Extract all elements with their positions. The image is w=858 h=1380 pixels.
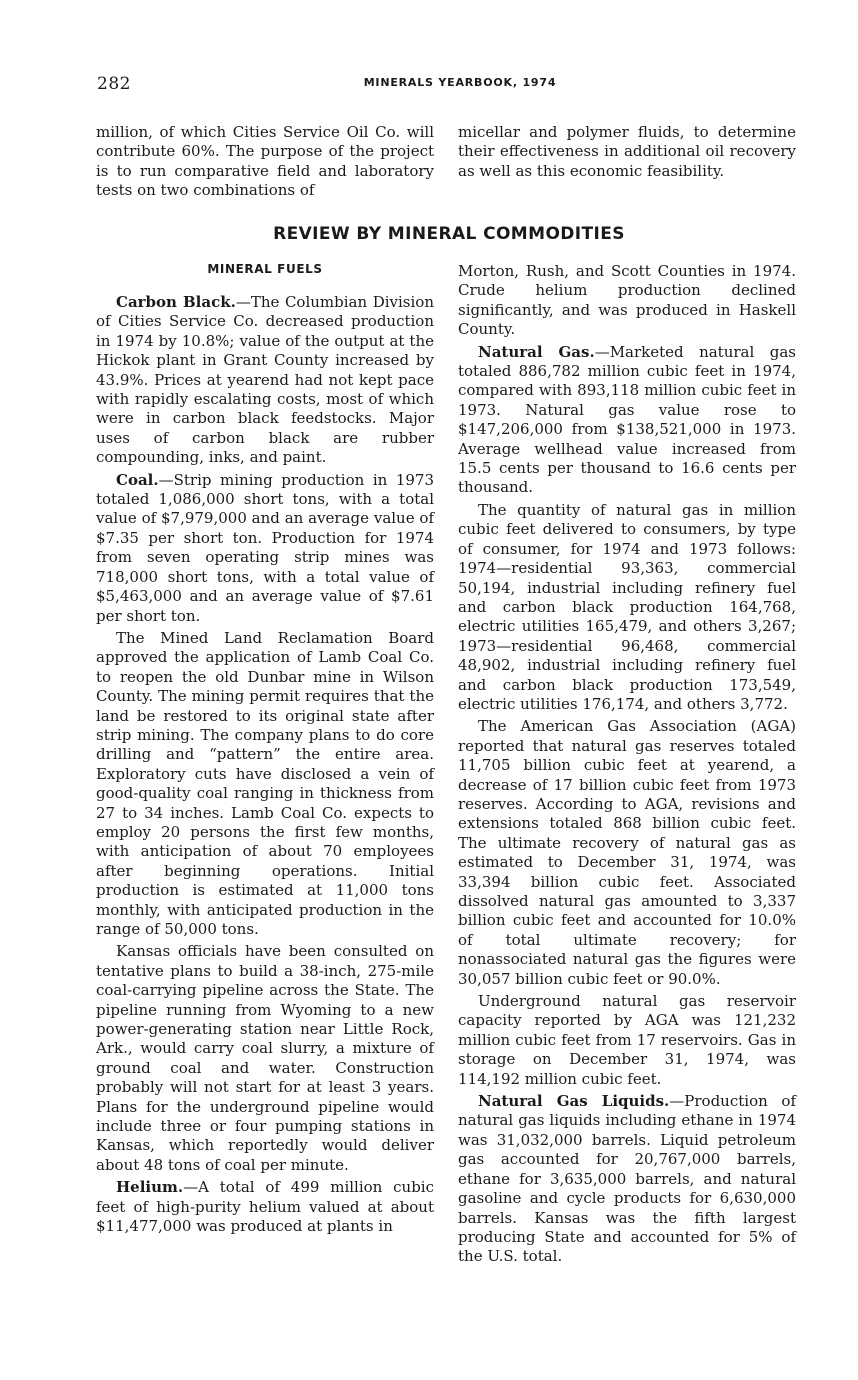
paragraph-helium: [96, 1178, 434, 1236]
paragraph-carbon-black: [96, 293, 434, 468]
running-title: MINERALS YEARBOOK, 1974: [363, 76, 557, 89]
paragraph-consumer-quantity: The quantity of natural gas in million cubic feet delivered to consumers, by type of consumer, for 1974 and 1973 follows: 1974—residential 93,363, commercial 50,194, industrial including refinery fuel and carbon black production 164,768, electric utilities 165,479, and others 3,267; 1973—residential 96,468, commercial 48,902, industrial including refinery fuel and carbon black production 173,549, electric utilities 176,174, and others 3,772.: [458, 500, 796, 713]
intro-right-paragraph: micellar and polymer fluids, to determine their effectiveness in additional oil recovery as well as this economic feasibility.: [458, 123, 796, 180]
text-helium: —A total of 499 million cubic feet of high-purity helium valued at about $11,477,000 was produced at plants in: [96, 1178, 434, 1236]
intro-left-paragraph: million, of which Cities Service Oil Co. will contribute 60%. The purpose of the project is to run comparative field and laboratory tests on two combinations of: [96, 123, 434, 200]
subheading-mineral-fuels: MINERAL FUELS: [207, 262, 323, 276]
intro-right-column: [458, 123, 796, 181]
text-natural-gas-liquids: —Production of natural gas liquids including ethane in 1974 was 31,032,000 barrels. Liquid petroleum gas accounted for 20,767,000 barrels, ethane for 3,635,000 barrels, and natural gasoline and cycle products for 6,630,000 barrels. Kansas was the fifth largest producing State and accounted for 5% of the U.S. total.: [458, 1092, 796, 1266]
paragraph-aga-reserves: The American Gas Association (AGA) reported that natural gas reserves totaled 11,705 billion cubic feet at yearend, a decrease of 17 billion cubic feet from 1973 reserves. According to AGA, revisions and extensions totaled 868 billion cubic feet. The ultimate recovery of natural gas as estimated to December 31, 1974, was 33,394 billion cubic feet. Associated dissolved natural gas amounted to 3,337 billion cubic feet and accounted for 10.0% of total ultimate recovery; for nonassociated natural gas the figures were 30,057 billion cubic feet or 90.0%.: [458, 717, 796, 988]
text-natural-gas: —Marketed natural gas totaled 886,782 million cubic feet in 1974, compared with 893,118 million cubic feet in 1973. Natural gas value rose to $147,206,000 from $138,521,000 in 1973. Average wellhead value increased from 15.5 cents per thousand to 16.6 cents per thousand.: [458, 342, 796, 497]
page-number: 282: [97, 74, 131, 94]
paragraph-coal: [96, 471, 434, 626]
lead-carbon-black: Carbon Black.: [116, 293, 236, 311]
right-column: [458, 262, 796, 1267]
left-column: [96, 293, 434, 1237]
lead-natural-gas-liquids: Natural Gas Liquids.: [478, 1092, 670, 1111]
paragraph-mined-land: The Mined Land Reclamation Board approved the application of Lamb Coal Co. to reopen the old Dunbar mine in Wilson County. The mining permit requires that the land be restored to its original state after strip mining. The company plans to do core drilling and “pattern” the entire area. Exploratory cuts have disclosed a vein of good-quality coal ranging in thickness from 27 to 34 inches. Lamb Coal Co. expects to employ 20 persons the first few months, with anticipation of about 70 employees after beginning operations. Initial production is estimated at 11,000 tons monthly, with anticipated production in the range of 50,000 tons.: [96, 628, 434, 938]
paragraph-storage: Underground natural gas reservoir capacity reported by AGA was 121,232 million cubic feet from 17 reservoirs. Gas in storage on December 31, 1974, was 114,192 million cubic feet.: [458, 992, 796, 1088]
lead-natural-gas: Natural Gas.: [478, 342, 595, 361]
section-title: REVIEW BY MINERAL COMMODITIES: [273, 224, 625, 244]
paragraph-pipeline: Kansas officials have been consulted on tentative plans to build a 38-inch, 275-mile coal-carrying pipeline across the State. The pipeline running from Wyoming to a new power-generating station near Little Rock, Ark., would carry coal slurry, a mixture of ground coal and water. Construction probably will not start for at least 3 years. Plans for the underground pipeline would include three or four pumping stations in Kansas, which reportedly would deliver about 48 tons of coal per minute.: [96, 942, 434, 1174]
paragraph-natural-gas-liquids: [458, 1092, 796, 1267]
text-carbon-black: —The Columbian Division of Cities Service Co. decreased production in 1974 by 10.8%; value of the output at the Hickok plant in Grant County increased by 43.9%. Prices at yearend had not kept pace with rapidly escalating costs, most of which were in carbon black feedstocks. Major uses of carbon black are rubber compounding, inks, and paint.: [96, 293, 434, 467]
lead-coal: Coal.: [116, 470, 159, 489]
paragraph-natural-gas: [458, 343, 796, 498]
paragraph-helium-continued: Morton, Rush, and Scott Counties in 1974. Crude helium production declined significantly, and was produced in Haskell County.: [458, 262, 796, 339]
intro-left-column: [96, 123, 434, 201]
lead-helium: Helium.: [116, 1178, 184, 1197]
text-coal: —Strip mining production in 1973 totaled 1,086,000 short tons, with a total value of $7,979,000 and an average value of $7.35 per short ton. Production for 1974 from seven operating strip mines was 718,000 short tons, with a total value of $5,463,000 and an average value of $7.61 per short ton.: [96, 470, 434, 625]
